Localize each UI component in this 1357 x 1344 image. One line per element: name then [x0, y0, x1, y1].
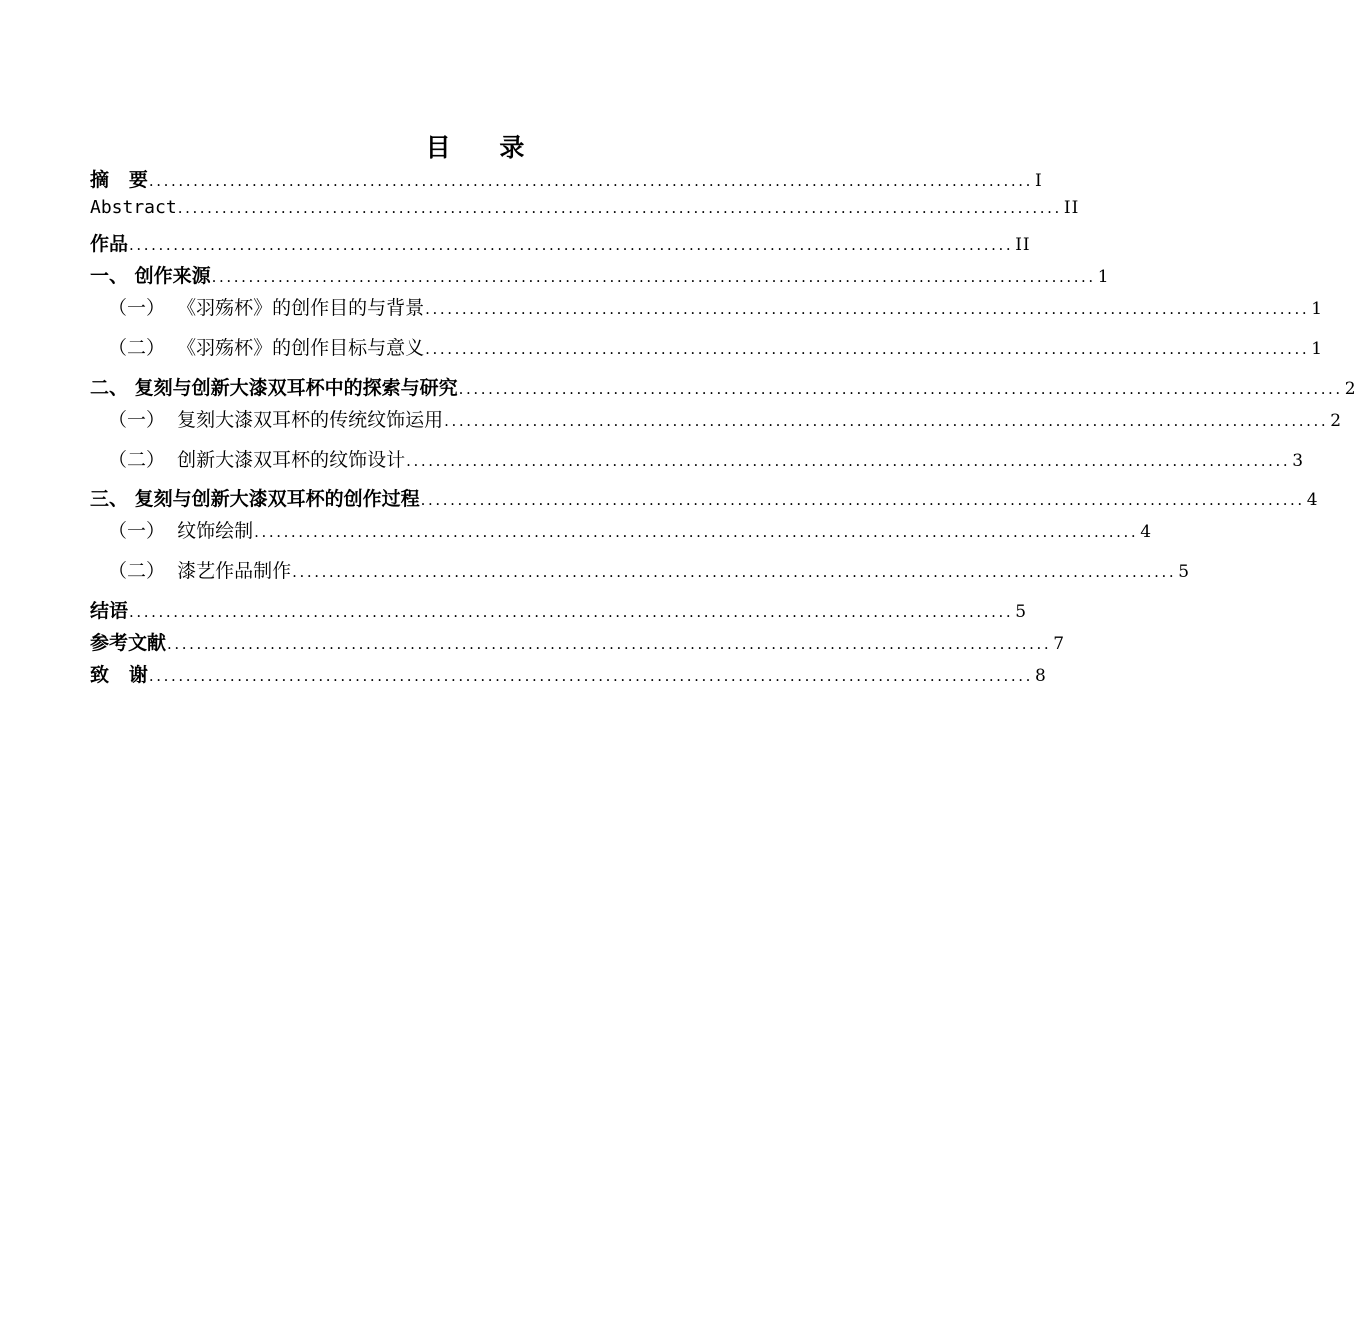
- toc-entry-label: Abstract: [90, 197, 177, 218]
- toc-entry-section-1-2[interactable]: [108, 333, 1324, 361]
- toc-entry-label: （一） 纹饰绘制: [108, 520, 254, 542]
- toc-title: 目 录: [425, 133, 545, 162]
- toc-leader-dots: ........................................................................................................................: [292, 563, 1177, 581]
- toc-entry-references[interactable]: [90, 628, 1066, 656]
- toc-entry-page: I: [1035, 171, 1043, 191]
- toc-entry-page: 1: [1311, 299, 1324, 319]
- toc-entry-label: 参考文献: [90, 632, 167, 654]
- toc-entry-page: 7: [1053, 634, 1066, 654]
- toc-leader-dots: ........................................................................................................................: [167, 635, 1052, 653]
- toc-leader-dots: ........................................................................................................................: [148, 172, 1034, 190]
- toc-entry-page: 3: [1292, 451, 1305, 471]
- toc-entry-page: II: [1015, 235, 1031, 255]
- toc-entry-page: 2: [1344, 379, 1357, 399]
- toc-entry-page: 1: [1311, 339, 1324, 359]
- toc-entry-label: 二、 复刻与创新大漆双耳杯中的探索与研究: [90, 377, 458, 399]
- toc-entry-abstract-cn[interactable]: [90, 165, 1043, 193]
- toc-entry-label: （二） 漆艺作品制作: [108, 560, 292, 582]
- toc-entry-page: II: [1063, 198, 1080, 218]
- toc-entry-label: （一） 复刻大漆双耳杯的传统纹饰运用: [108, 409, 444, 431]
- toc-entry-section-1[interactable]: [90, 261, 1110, 289]
- toc-entry-page: 5: [1178, 562, 1191, 582]
- toc-entry-acknowledgements[interactable]: [90, 660, 1047, 688]
- toc-entry-section-3-1[interactable]: [108, 516, 1153, 544]
- toc-entry-page: 1: [1097, 267, 1110, 287]
- toc-entry-works[interactable]: [90, 229, 1031, 257]
- toc-entry-section-3-2[interactable]: [108, 556, 1191, 584]
- toc-entry-label: 致 谢: [90, 664, 148, 686]
- toc-entry-label: （二） 《羽殇杯》的创作目标与意义: [108, 337, 425, 359]
- toc-leader-dots: ........................................................................................................................: [444, 412, 1329, 430]
- toc-leader-dots: ........................................................................................................................: [129, 236, 1014, 254]
- toc-entry-page: 5: [1015, 602, 1028, 622]
- toc-leader-dots: ........................................................................................................................: [254, 523, 1139, 541]
- toc-leader-dots: ........................................................................................................................: [458, 380, 1343, 398]
- toc-entry-abstract-en[interactable]: [90, 197, 1080, 225]
- toc-entry-page: 2: [1330, 411, 1343, 431]
- toc-entry-conclusion[interactable]: [90, 596, 1028, 624]
- toc-entry-page: 4: [1140, 522, 1153, 542]
- toc-leader-dots: ........................................................................................................................: [129, 603, 1014, 621]
- toc-entry-section-3[interactable]: [90, 484, 1319, 512]
- toc-leader-dots: ........................................................................................................................: [211, 268, 1096, 286]
- toc-entry-label: 作品: [90, 233, 129, 255]
- toc-leader-dots: ........................................................................................................................: [425, 300, 1310, 318]
- toc-leader-dots: ........................................................................................................................: [148, 667, 1034, 685]
- toc-leader-dots: ........................................................................................................................: [406, 452, 1291, 470]
- toc-leader-dots: ........................................................................................................................: [425, 340, 1310, 358]
- toc-entry-label: 三、 复刻与创新大漆双耳杯的创作过程: [90, 488, 420, 510]
- toc-entry-label: 一、 创作来源: [90, 265, 211, 287]
- toc-entry-label: 摘 要: [90, 169, 148, 191]
- toc-entry-page: 4: [1306, 490, 1319, 510]
- toc-entry-section-2-2[interactable]: [108, 445, 1305, 473]
- toc-entry-label: 结语: [90, 600, 129, 622]
- toc-entry-label: （二） 创新大漆双耳杯的纹饰设计: [108, 449, 406, 471]
- toc-leader-dots: ........................................................................................................................: [177, 199, 1062, 217]
- toc-entry-section-2-1[interactable]: [108, 405, 1343, 433]
- toc-entry-page: 8: [1035, 666, 1047, 686]
- toc-entry-label: （一） 《羽殇杯》的创作目的与背景: [108, 297, 425, 319]
- toc-entry-section-2[interactable]: [90, 373, 1357, 401]
- toc-entry-section-1-1[interactable]: [108, 293, 1324, 321]
- toc-leader-dots: ........................................................................................................................: [420, 491, 1305, 509]
